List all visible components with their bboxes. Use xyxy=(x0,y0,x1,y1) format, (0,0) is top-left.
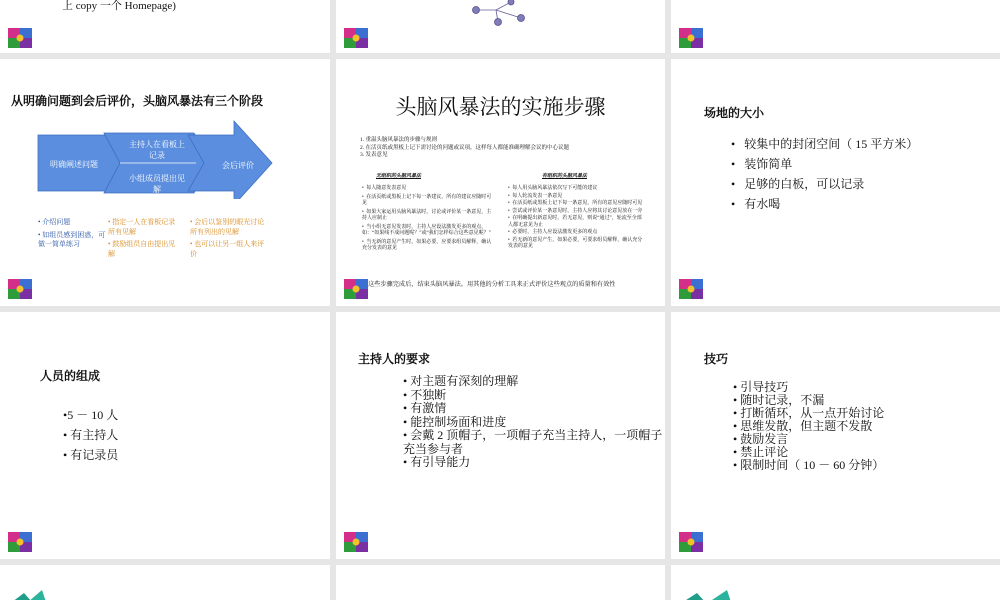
slide-title: 技巧 xyxy=(704,352,729,366)
bullet-list: • 引导技巧 • 随时记录，不漏 • 打断循环，从一点开始讨论 • 思维发散，但主题不发散 • 鼓励发言 • 禁止评论 • 限制时间（ 10 － 60 分钟） xyxy=(733,380,885,472)
bullet-list: • 较集中的封闭空间（ 15 平方米） • 装饰简单 • 足够的白板，可以记录 • 有水喝 xyxy=(731,137,919,211)
slide-title: 从明确问题到会后评价，头脑风暴法有三个阶段 xyxy=(11,94,264,108)
arrow-label-3: 小组成员提出见解 xyxy=(129,174,185,194)
puzzle-logo-icon xyxy=(344,279,368,299)
puzzle-logo-icon xyxy=(679,532,703,552)
puzzle-logo-icon xyxy=(8,532,32,552)
slide-thumb-10[interactable] xyxy=(0,565,330,600)
bullet-list: • 对主题有深刻的理解 • 不独断 • 有激情 • 能控制场面和进度 • 会戴 2 顶帽子，一项帽子充当主持人，一项帽子 充当参与者 • 有引导能力 xyxy=(403,374,663,469)
slide-thumb-1[interactable] xyxy=(0,0,330,53)
right-column-heading: 有组织的头脑风暴法 xyxy=(542,174,588,179)
puzzle-logo-icon xyxy=(344,532,368,552)
slide-title: 主持人的要求 xyxy=(358,352,431,366)
network-diagram xyxy=(456,0,566,30)
slide-thumb-4[interactable] xyxy=(0,59,330,306)
arrow-label-2: 主持人在看板上记录 xyxy=(129,140,185,160)
leaf-graphic-icon xyxy=(679,590,739,600)
bullet-list: •5 － 10 人 • 有主持人 • 有记录员 xyxy=(63,408,119,462)
left-column-heading: 无组织的头脑风暴法 xyxy=(376,174,422,179)
puzzle-logo-icon xyxy=(679,279,703,299)
slide-thumb-9[interactable] xyxy=(671,312,1000,559)
stage-3-list: • 会后以鉴别的眼光讨论所有列出的见解 • 也可以让另一组人来评价 xyxy=(190,218,265,258)
slide-title: 场地的大小 xyxy=(704,106,765,120)
puzzle-logo-icon xyxy=(8,279,32,299)
leaf-graphic-icon xyxy=(8,590,52,600)
puzzle-logo-icon xyxy=(679,28,703,48)
slide-thumb-12[interactable] xyxy=(671,565,1000,600)
puzzle-logo-icon xyxy=(344,28,368,48)
slide-thumb-2[interactable] xyxy=(336,0,665,53)
slide-thumb-6[interactable] xyxy=(671,59,1000,306)
slide-title: 头脑风暴法的实施步骤 xyxy=(395,95,606,119)
slide-title: 人员的组成 xyxy=(40,369,101,383)
left-items: • 每人随意发表意见 • 在活页纸或黑板上记下每一条建议，所有的建议应随时可见 • 如果大家运用头脑风暴法时，讨论或评价某一条意见，主持人应制止 • 当小组无意见发表时，主持人应设法激发更多的观点，如：“如果线不成问题呢？”或“我们怎样综合这些意见呢？” • 当无新的意见产生时，如果必要，应要求组员解释，确认充分发表的意见 xyxy=(362,186,492,251)
slide-thumb-8[interactable] xyxy=(336,312,665,559)
right-items: • 每人用头脑风暴法依次写下可能的建议 • 每人轮流发表一条意见 • 在活页纸或黑板上记下每一条意见，所有的意见应随时可见 • 尝试或评价某一条意见时，主持人应将其讨论意见放在一旁 • 在明确提出新意见时，若无意见，则说“通过”，轮流至全部人都无意见为止 • 必要时，主持人应设法激发更多的观点 • 若无新的意见产生，如果必要，可要求组员解释，确认充分发表的意见 xyxy=(508,186,643,249)
stage-1-list: • 介绍问题 • 如组员感到困惑，可做一简单练习 xyxy=(38,218,106,248)
arrow-label-1: 明确阐述问题 xyxy=(50,160,98,169)
steps-list: 1. 重温头脑风暴法的步骤与规则 2. 在活页纸或黑板上记下需讨论的问题或议项，这样每人都能准确理解会议的中心议题 3. 发表意见 xyxy=(360,137,570,158)
slide-partial-text: 上 copy 一个 Homepage) xyxy=(62,0,176,12)
slide-thumb-11[interactable] xyxy=(336,565,665,600)
slide-thumb-5[interactable] xyxy=(336,59,665,306)
puzzle-logo-icon xyxy=(8,28,32,48)
stage-2-list: • 指定一人在看板记录所有见解 • 鼓励组员自由提出见解 xyxy=(108,218,176,258)
arrow-label-4: 会后评价 xyxy=(222,161,254,170)
slide-thumb-3[interactable] xyxy=(671,0,1000,53)
slide-footer-note: 这些步骤完成后，结束头脑风暴法。用其他的分析工具来正式评价这些观点的质量和有效性 xyxy=(368,281,616,288)
slide-thumb-7[interactable] xyxy=(0,312,330,559)
